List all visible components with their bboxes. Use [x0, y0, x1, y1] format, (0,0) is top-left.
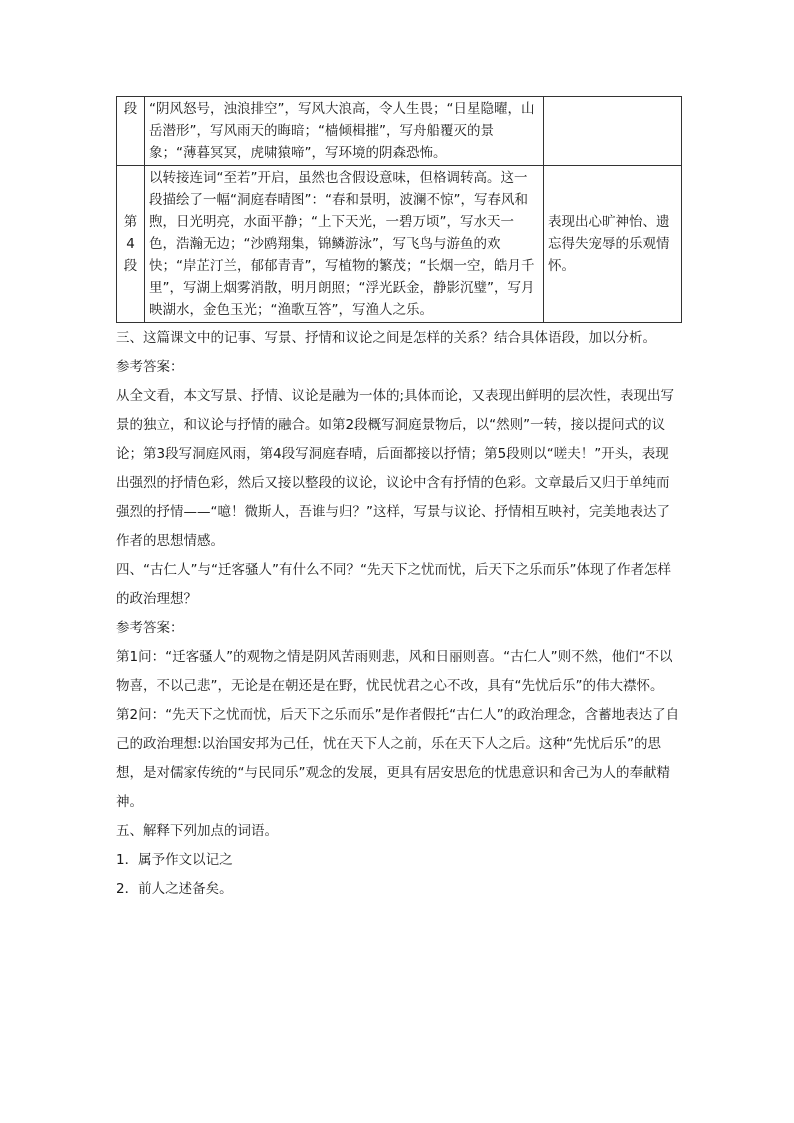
feeling-cell: 表现出心旷神怡、遗忘得失宠辱的乐观情怀。: [544, 166, 682, 323]
answer-4-part-2: 第2问：“先天下之忧而忧，后天下之乐而乐”是作者假托“古仁人”的政治理念，含蓄地表达了自己的政治理想:以治国安邦为己任，忧在天下人之前，乐在天下人之后。这种“先忧后乐”的思想，是对儒家传统的“与民同乐”观念的发展，更具有居安思危的忧患意识和舍己为人的奉献精神。: [116, 707, 680, 810]
answer-label: 参考答案：: [116, 620, 184, 636]
segment-cell: 段: [117, 97, 145, 166]
document-page: [116, 96, 682, 904]
answer-4-part-1: 第1问：“迁客骚人”的观物之情是阴风苦雨则悲，风和日丽则喜。“古仁人”则不然，他们“不以物喜，不以己悲”，无论是在朝还是在野，忧民忧君之心不改，具有“先忧后乐”的伟大襟怀。: [116, 649, 673, 694]
question-4: 四、“古仁人”与“迁客骚人”有什么不同？“先天下之忧而忧，后天下之乐而乐”体现了作者怎样的政治理想？: [116, 562, 671, 607]
answer-label: 参考答案：: [116, 359, 184, 375]
segment-cell: 第4段: [117, 166, 145, 323]
question-5-item-1: 1．属予作文以记之: [116, 852, 233, 868]
analysis-table: [116, 96, 682, 323]
feeling-cell: [544, 97, 682, 166]
content-cell: “阴风怒号，浊浪排空”，写风大浪高，令人生畏；“日星隐曜，山岳潜形”，写风雨天的晦暗；“樯倾楫摧”，写舟船覆灭的景象；“薄暮冥冥，虎啸猿啼”，写环境的阴森恐怖。: [145, 97, 544, 166]
table-row: [117, 166, 682, 323]
body-text: [116, 324, 682, 904]
question-3: 三、这篇课文中的记事、写景、抒情和议论之间是怎样的关系？结合具体语段，加以分析。: [116, 330, 656, 346]
table-row: [117, 97, 682, 166]
question-5-item-2: 2．前人之述备矣。: [116, 881, 233, 897]
content-cell: 以转接连词“至若”开启，虽然也含假设意味，但格调转高。这一段描绘了一幅“洞庭春晴图”：“春和景明，波澜不惊”，写春风和煦，日光明亮，水面平静；“上下天光，一碧万顷”，写水天一色，浩瀚无边；“沙鸥翔集，锦鳞游泳”，写飞鸟与游鱼的欢快；“岸芷汀兰，郁郁青青”，写植物的繁茂；“长烟一空，皓月千里”，写湖上烟雾消散，明月朗照；“浮光跃金，静影沉璧”，写月映湖水，金色玉光；“渔歌互答”，写渔人之乐。: [145, 166, 544, 323]
question-5: 五、解释下列加点的词语。: [116, 823, 278, 839]
answer-3: 从全文看，本文写景、抒情、议论是融为一体的;具体而论，又表现出鲜明的层次性，表现出写景的独立，和议论与抒情的融合。如第2段概写洞庭景物后，以“然则”一转，接以提问式的议论；第3段写洞庭风雨，第4段写洞庭春晴，后面都接以抒情；第5段则以“嗟夫！”开头，表现出强烈的抒情色彩，然后又接以整段的议论，议论中含有抒情的色彩。文章最后又归于单纯而强烈的抒情——“噫！微斯人，吾谁与归？”这样，写景与议论、抒情相互映衬，完美地表达了作者的思想情感。: [116, 388, 675, 549]
